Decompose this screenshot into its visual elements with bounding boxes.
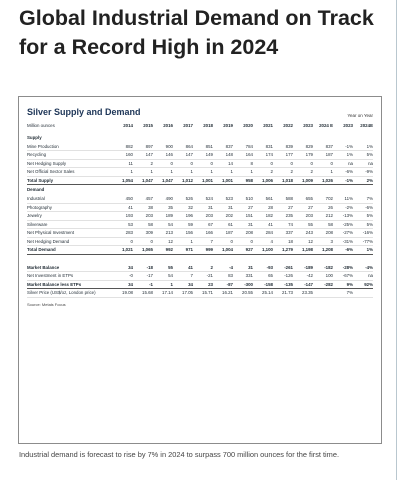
table-cell: 196 <box>173 212 193 221</box>
table-cell: 882 <box>113 142 133 151</box>
table-cell: 32 <box>173 203 193 212</box>
table-cell: -6% <box>333 168 353 177</box>
table-cell: 38 <box>133 203 153 212</box>
table-cell: 1 <box>213 168 233 177</box>
table-cell: 1,001 <box>213 176 233 185</box>
table-cell: 28 <box>253 203 273 212</box>
table-cell: 7% <box>333 289 353 298</box>
table-cell <box>353 289 373 298</box>
column-header: 2014 <box>123 123 133 128</box>
table-cell <box>313 289 333 298</box>
table-cell: 166 <box>193 229 213 238</box>
row-label: Net Physical Investment <box>27 229 113 238</box>
table-row <box>27 142 373 151</box>
table-cell: na <box>353 159 373 168</box>
column-header: 2015 <box>143 123 153 128</box>
table-cell: 151 <box>233 212 253 221</box>
table-cell: -42 <box>293 272 313 281</box>
table-cell: 927 <box>233 246 253 255</box>
table-cell: 588 <box>273 195 293 204</box>
row-label <box>27 254 373 263</box>
table-cell: 784 <box>233 142 253 151</box>
table-cell: -2% <box>333 203 353 212</box>
table-cell: 1 <box>113 168 133 177</box>
table-cell: 2 <box>133 159 153 168</box>
table-cell: 0 <box>193 159 213 168</box>
table-cell: 15.71 <box>193 289 213 298</box>
table-row <box>27 159 373 168</box>
column-header: 2021 <box>263 123 273 128</box>
table-cell: 1 <box>173 237 193 246</box>
table-cell: 55 <box>153 263 173 272</box>
table-cell: 5% <box>353 220 373 229</box>
table-cell: 1 <box>153 280 173 289</box>
supply-demand-table <box>27 119 373 298</box>
table-cell: 0 <box>133 237 153 246</box>
table-row <box>27 203 373 212</box>
table-cell: 0 <box>173 159 193 168</box>
table-cell: -126 <box>273 272 293 281</box>
column-header: 2024E <box>360 123 373 128</box>
table-row <box>27 237 373 246</box>
table-cell: 235 <box>273 212 293 221</box>
table-cell: 0 <box>153 159 173 168</box>
table-cell: 1,047 <box>153 176 173 185</box>
table-cell: 1,009 <box>293 176 313 185</box>
table-cell: -93 <box>253 263 273 272</box>
table-cell: 54 <box>153 272 173 281</box>
table-cell: 208 <box>233 229 253 238</box>
table-cell: 26 <box>313 203 333 212</box>
table-cell: 1,054 <box>113 176 133 185</box>
table-header-row <box>27 119 373 132</box>
figure-title: Silver Supply and Demand <box>27 107 141 117</box>
section-row <box>27 132 373 142</box>
table-cell: 34 <box>173 280 193 289</box>
table-cell: 203 <box>133 212 153 221</box>
table-cell: 11 <box>113 159 133 168</box>
table-cell: 837 <box>213 142 233 151</box>
table-row <box>27 220 373 229</box>
table-cell: 1,279 <box>273 246 293 255</box>
table-cell: 58 <box>313 220 333 229</box>
total-row <box>27 280 373 289</box>
table-cell: 284 <box>253 229 273 238</box>
table-cell: -1% <box>333 142 353 151</box>
table-cell: 958 <box>233 176 253 185</box>
table-cell: 851 <box>193 142 213 151</box>
table-cell: 655 <box>293 195 313 204</box>
table-cell: -28% <box>333 263 353 272</box>
table-cell: 160 <box>113 151 133 160</box>
table-cell: 900 <box>153 142 173 151</box>
table-cell: -135 <box>273 280 293 289</box>
table-cell: 31 <box>193 203 213 212</box>
total-row <box>27 246 373 255</box>
table-cell: 67 <box>193 220 213 229</box>
table-cell: 971 <box>173 246 193 255</box>
table-cell: 831 <box>253 142 273 151</box>
table-cell: -1 <box>133 280 153 289</box>
table-cell: 35 <box>153 203 173 212</box>
table-cell: 829 <box>293 142 313 151</box>
table-cell: 187 <box>213 229 233 238</box>
row-label: Market Balance less ETPs <box>27 280 113 289</box>
table-cell: 23.35 <box>293 289 313 298</box>
table-cell: 1 <box>233 168 253 177</box>
table-cell: -261 <box>273 263 293 272</box>
table-cell: 1,018 <box>273 176 293 185</box>
table-cell: 7 <box>173 272 193 281</box>
table-cell: 5% <box>353 212 373 221</box>
table-cell: 34 <box>113 280 133 289</box>
table-cell: 208 <box>313 229 333 238</box>
table-cell: 23 <box>193 280 213 289</box>
table-cell: -6% <box>353 203 373 212</box>
table-cell: 16.21 <box>213 289 233 298</box>
row-label: Total Demand <box>27 246 113 255</box>
table-cell: 5% <box>353 151 373 160</box>
row-label: Jewelry <box>27 212 113 221</box>
table-cell: -31% <box>333 237 353 246</box>
table-cell: 0 <box>113 237 133 246</box>
table-cell: 864 <box>173 142 193 151</box>
table-cell: -0 <box>113 272 133 281</box>
table-row <box>27 289 373 298</box>
table-cell: 0 <box>253 159 273 168</box>
table-cell: 1,047 <box>133 176 153 185</box>
table-cell: 1% <box>353 142 373 151</box>
table-cell: 1 <box>133 168 153 177</box>
table-cell: 1,208 <box>313 246 333 255</box>
table-cell: 174 <box>253 151 273 160</box>
table-cell: -6% <box>333 246 353 255</box>
table-cell: 34 <box>113 263 133 272</box>
table-cell: -16% <box>353 229 373 238</box>
column-header: 2017 <box>183 123 193 128</box>
table-cell: 4 <box>253 237 273 246</box>
units-header: Million ounces <box>27 123 55 128</box>
row-label: Silver Price (US$/oz, London price) <box>27 289 113 298</box>
table-cell: 490 <box>153 195 173 204</box>
table-cell: 212 <box>313 212 333 221</box>
column-header: 2018 <box>203 123 213 128</box>
row-label: Recycling <box>27 151 113 160</box>
table-cell: 0 <box>293 159 313 168</box>
table-cell: -189 <box>293 263 313 272</box>
table-cell: 2 <box>293 168 313 177</box>
table-cell: 837 <box>313 142 333 151</box>
table-cell: 1,004 <box>213 246 233 255</box>
table-cell: -1% <box>333 176 353 185</box>
table-cell: 702 <box>313 195 333 204</box>
table-cell: 1,100 <box>253 246 273 255</box>
table-cell: 999 <box>193 246 213 255</box>
table-cell: 1,001 <box>193 176 213 185</box>
table-cell: 0 <box>213 237 233 246</box>
table-cell: 2 <box>193 263 213 272</box>
table-cell: 27 <box>293 203 313 212</box>
table-row <box>27 229 373 238</box>
table-cell: 9% <box>333 280 353 289</box>
table-cell: na <box>353 272 373 281</box>
row-label: Net Hedging Demand <box>27 237 113 246</box>
table-cell: 83 <box>213 272 233 281</box>
table-cell: -158 <box>253 280 273 289</box>
table-cell: 27 <box>273 203 293 212</box>
table-cell: 177 <box>273 151 293 160</box>
table-cell: 27 <box>233 203 253 212</box>
table-cell: 156 <box>173 229 193 238</box>
table-cell: 15.68 <box>133 289 153 298</box>
column-header: 2024 E <box>319 123 333 128</box>
section-row <box>27 185 373 195</box>
table-cell: 14 <box>213 159 233 168</box>
column-header: 2023 <box>343 123 353 128</box>
table-cell: 309 <box>133 229 153 238</box>
table-cell: 202 <box>213 212 233 221</box>
table-cell: 2 <box>273 168 293 177</box>
column-header: 2016 <box>163 123 173 128</box>
table-cell: 182 <box>253 212 273 221</box>
table-cell: 74 <box>273 220 293 229</box>
table-cell: 0 <box>273 159 293 168</box>
source-note: Source: Metals Focus <box>27 301 66 307</box>
table-cell: 54 <box>153 220 173 229</box>
row-label: Industrial <box>27 195 113 204</box>
figure-caption: Industrial demand is forecast to rise by 7% in 2024 to surpass 700 million ounces for the first time. <box>19 450 340 459</box>
table-cell: 1% <box>333 151 353 160</box>
table-cell: -282 <box>313 280 333 289</box>
table-cell: 1,026 <box>313 176 333 185</box>
row-label: Market Balance <box>27 263 113 272</box>
table-cell: 243 <box>293 229 313 238</box>
table-cell: 7 <box>193 237 213 246</box>
row-label: Total Supply <box>27 176 113 185</box>
table-cell: 148 <box>213 151 233 160</box>
table-cell: 1,006 <box>253 176 273 185</box>
supply-demand-figure <box>18 96 382 444</box>
table-cell: 213 <box>153 229 173 238</box>
table-cell: 147 <box>173 151 193 160</box>
table-cell: 510 <box>233 195 253 204</box>
table-cell: 897 <box>133 142 153 151</box>
table-cell: 12 <box>153 237 173 246</box>
table-cell: 3 <box>313 237 333 246</box>
table-row <box>27 272 373 281</box>
table-cell: -67% <box>333 272 353 281</box>
table-cell: -87 <box>213 280 233 289</box>
table-cell: -4 <box>213 263 233 272</box>
table-cell: 331 <box>233 272 253 281</box>
table-cell: 193 <box>113 212 133 221</box>
table-cell: 58 <box>133 220 153 229</box>
row-label: Mine Production <box>27 142 113 151</box>
table-cell: -13% <box>333 212 353 221</box>
table-cell: 2 <box>253 168 273 177</box>
table-cell: 179 <box>293 151 313 160</box>
table-cell: 147 <box>133 151 153 160</box>
table-cell: 203 <box>293 212 313 221</box>
row-label: Net Investment in ETPs <box>27 272 113 281</box>
table-cell: 1 <box>153 168 173 177</box>
table-cell: 1% <box>353 246 373 255</box>
column-header: 2020 <box>243 123 253 128</box>
table-cell: 146 <box>153 151 173 160</box>
table-cell: 92% <box>353 280 373 289</box>
table-cell: 1,198 <box>293 246 313 255</box>
column-header: 2022 <box>283 123 293 128</box>
table-row <box>27 212 373 221</box>
table-cell: 55 <box>293 220 313 229</box>
table-cell: -9% <box>353 168 373 177</box>
table-cell: na <box>333 159 353 168</box>
table-cell: 25.14 <box>253 289 273 298</box>
table-cell: 189 <box>153 212 173 221</box>
row-label: Supply <box>27 134 42 140</box>
table-cell: 1,012 <box>173 176 193 185</box>
row-label: Demand <box>27 187 45 193</box>
table-cell: 18 <box>273 237 293 246</box>
table-cell: -21 <box>193 272 213 281</box>
spacer-row <box>27 254 373 263</box>
table-cell: 53 <box>113 220 133 229</box>
table-cell: 21.73 <box>273 289 293 298</box>
row-label: Net Hedging Supply <box>27 159 113 168</box>
table-cell: -17 <box>133 272 153 281</box>
table-cell: 2% <box>353 176 373 185</box>
page-edge-rule <box>396 0 397 480</box>
table-cell: 8 <box>233 159 253 168</box>
table-cell: 59 <box>173 220 193 229</box>
table-cell: -77% <box>353 237 373 246</box>
year-on-year-label: Year on Year <box>347 113 373 118</box>
row-label: Photography <box>27 203 113 212</box>
table-cell: 41 <box>253 220 273 229</box>
table-cell: -147 <box>293 280 313 289</box>
article-headline: Global Industrial Demand on Track for a Record High in 2024 <box>19 6 374 59</box>
table-cell: -300 <box>233 280 253 289</box>
table-cell: 839 <box>273 142 293 151</box>
table-cell: 19.08 <box>113 289 133 298</box>
table-cell: 0 <box>233 237 253 246</box>
table-cell: 524 <box>193 195 213 204</box>
table-body <box>27 132 373 297</box>
table-cell: 7% <box>353 195 373 204</box>
table-cell: 20.55 <box>233 289 253 298</box>
table-cell: 457 <box>133 195 153 204</box>
table-cell: 0 <box>313 159 333 168</box>
table-cell: 41 <box>113 203 133 212</box>
table-cell: 65 <box>253 272 273 281</box>
column-header: 2019 <box>223 123 233 128</box>
table-cell: 283 <box>113 229 133 238</box>
table-cell: 1 <box>173 168 193 177</box>
table-cell: 31 <box>233 263 253 272</box>
table-cell: 523 <box>213 195 233 204</box>
figure-header <box>27 97 373 119</box>
table-row <box>27 151 373 160</box>
table-cell: -25% <box>333 220 353 229</box>
table-cell: 992 <box>153 246 173 255</box>
table-cell: 31 <box>213 203 233 212</box>
table-row <box>27 168 373 177</box>
table-cell: 526 <box>173 195 193 204</box>
table-cell: 17.05 <box>173 289 193 298</box>
table-cell: 164 <box>233 151 253 160</box>
table-cell: 100 <box>313 272 333 281</box>
table-cell: -27% <box>333 229 353 238</box>
table-cell: 11% <box>333 195 353 204</box>
table-cell: -18 <box>133 263 153 272</box>
table-row <box>27 263 373 272</box>
table-cell: 17.14 <box>153 289 173 298</box>
column-header: 2023 <box>303 123 313 128</box>
total-row <box>27 176 373 185</box>
table-cell: 187 <box>313 151 333 160</box>
row-label: Silverware <box>27 220 113 229</box>
table-cell: 1,065 <box>133 246 153 255</box>
table-cell: 12 <box>293 237 313 246</box>
table-cell: 561 <box>253 195 273 204</box>
table-cell: 1,021 <box>113 246 133 255</box>
table-cell: 450 <box>113 195 133 204</box>
table-cell: 1 <box>193 168 213 177</box>
table-cell: 149 <box>193 151 213 160</box>
table-cell: 41 <box>173 263 193 272</box>
row-label: Net Official Sector Sales <box>27 168 113 177</box>
table-row <box>27 195 373 204</box>
table-cell: -182 <box>313 263 333 272</box>
table-cell: 61 <box>213 220 233 229</box>
table-cell: 31 <box>233 220 253 229</box>
table-cell: 1 <box>313 168 333 177</box>
table-cell: -4% <box>353 263 373 272</box>
table-cell: 203 <box>193 212 213 221</box>
table-cell: 337 <box>273 229 293 238</box>
